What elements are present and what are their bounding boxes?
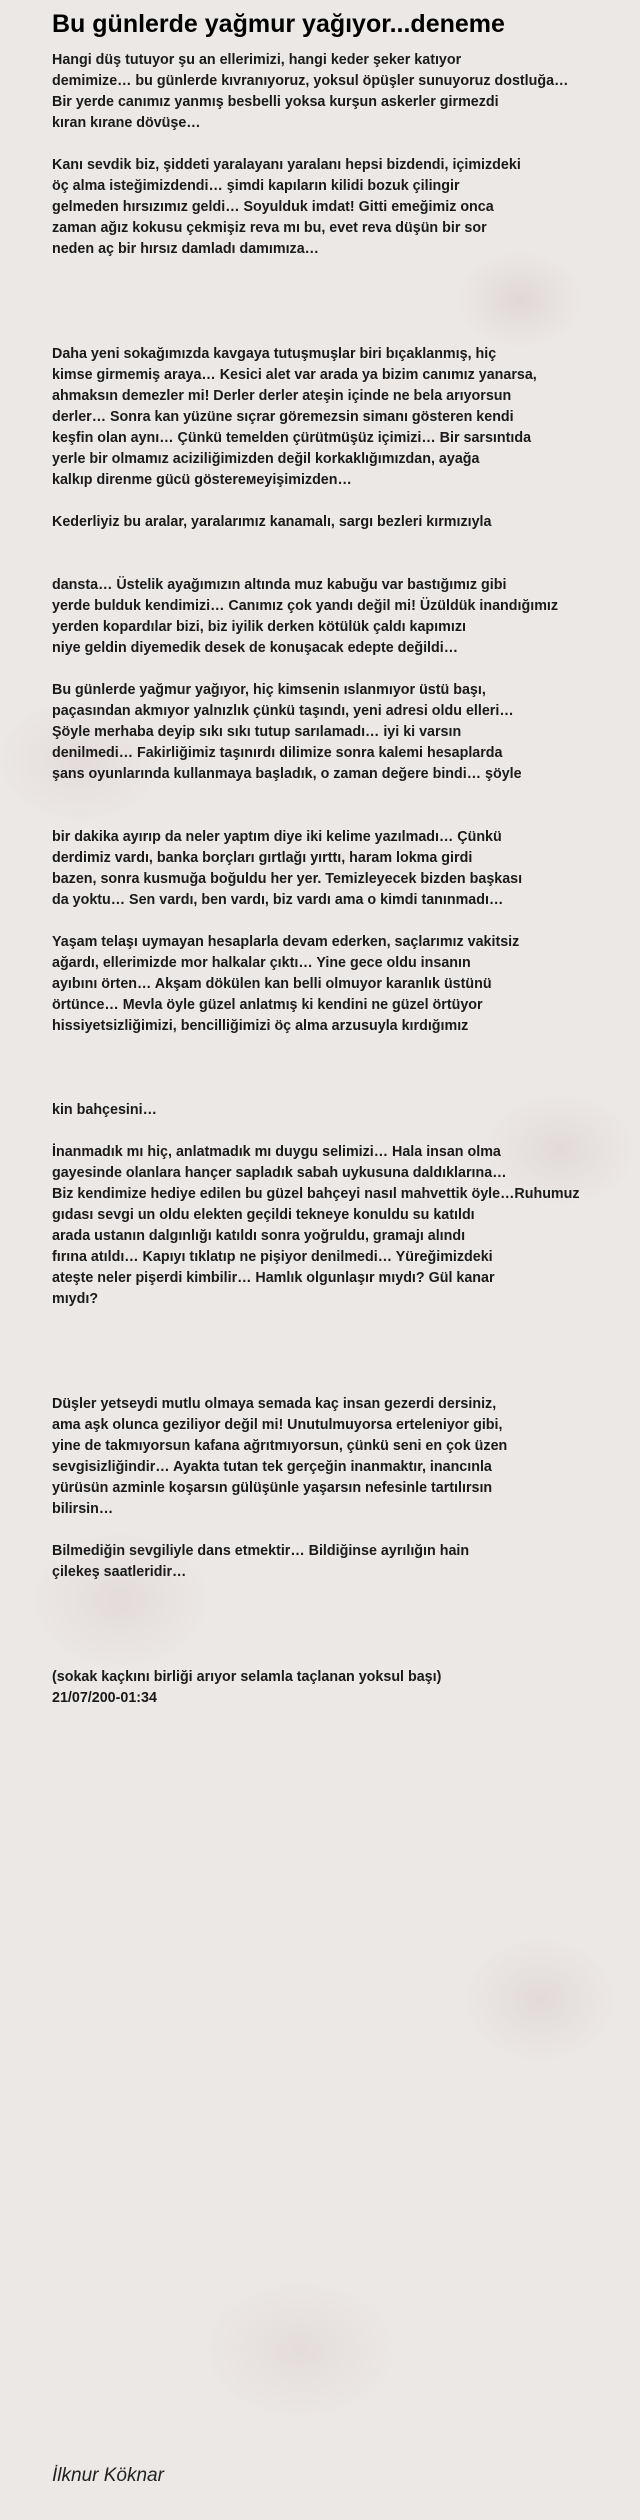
author-name[interactable]: İlknur Köknar [52,2465,164,2486]
blank-line [52,1079,640,1100]
poem-line: Düşler yetseydi mutlu olmaya semada kaç insan gezerdi dersiniz, [52,1396,497,1412]
poem-line: yerde bulduk kendimizi… Canımız çok yandı değil mi! Üzüldük inandığımız [52,598,559,614]
poem-line: Hangi düş tutuyor şu an ellerimizi, hangi keder şeker katıyor [52,52,462,68]
blank-line [52,1646,640,1667]
blank-line [52,323,640,344]
poem-line: kıran kırane dövüşe… [52,115,201,131]
poem-line: arada ustanın dalgınlığı katıldı sonra yoğruldu, gramajı alındı [52,1228,466,1244]
poem-line: şans oyunlarında kullanmaya başladık, o zaman değere bindi… şöyle [52,766,522,782]
poem-line: denilmedi… Fakirliğimiz taşınırdı dilimize sonra kalemi hesaplarda [52,745,503,761]
poem-line: yürüsün azminle koşarsın gülüşünle yaşarsın nefesinle tartılırsın [52,1480,493,1496]
poem-line: İnanmadık mı hiç, anlatmadık mı duygu selimizi… Hala insan olma [52,1144,501,1160]
poem-line: da yoktu… Sen vardı, ben vardı, biz vardı ama o kimdi tanınmadı… [52,892,504,908]
poem-line: Bir yerde canımız yanmış besbelli yoksa kurşun askerler girmezdi [52,94,499,110]
poem-line: keşfin olan aynı… Çünkü temelden çürütmüşüz içimizi… Bir sarsıntıda [52,430,532,446]
blank-line [52,1310,640,1331]
poem-line: sevgisizliğindir… Ayakta tutan tek gerçeğin inanmaktır, inancınla [52,1459,492,1475]
poem-line: kalkıp direnme gücü göstereмeyişimizden… [52,472,352,488]
blank-line [52,260,640,281]
poem-line: yine de takmıyorsun kafana ağrıtmıyorsun, çünkü seni en çok üzen [52,1438,508,1454]
poem-line: hissiyetsizliğimizi, bencilliğimizi öç alma arzusuyla kırdığımız [52,1018,469,1034]
poem-title: Bu günlerde yağmur yağıyor...deneme [52,10,505,38]
poem-line: zaman ağız kokusu çekmişiz reva mı bu, evet reva düşün bir sor [52,220,487,236]
blank-line [52,1037,640,1058]
blank-line [52,785,640,806]
poem-line: örtünce… Mevla öyle güzel anlatmış ki kendini ne güzel örtüyor [52,997,483,1013]
blank-line [52,1520,640,1541]
poem-line: gayesinde olanlara hançer sapladık sabah uykusuna daldıklarına… [52,1165,507,1181]
poem-line: mıydı? [52,1291,99,1307]
poem-line: gelmeden hırsızımız geldi… Soyulduk imdat! Gitti emeğimiz onca [52,199,494,215]
poem-line: ama aşk olunca geziliyor değil mi! Unutulmuyorsa erteleniyor gibi, [52,1417,503,1433]
poem-line: 21/07/200-01:34 [52,1690,157,1706]
poem-line: Daha yeni sokağımızda kavgaya tutuşmuşlar biri bıçaklanmış, hiç [52,346,497,362]
poem-line: yerle bir olmamız aciziliğimizden değil korkaklığımızdan, ayağa [52,451,480,467]
poem-line: Bilmediğin sevgiliyle dans etmektir… Bildiğinse ayrılığın hain [52,1543,470,1559]
poem-line: Şöyle merhaba deyip sıkı sıkı tutup sarılamadı… iyi ki varsın [52,724,462,740]
blank-line [52,1058,640,1079]
blank-line [52,911,640,932]
poem-line: çilekeş saatleridir… [52,1564,187,1580]
poem-line: niye geldin diyemedik desek de konuşacak edepte değildi… [52,640,459,656]
blank-line [52,806,640,827]
poem-line: bilirsin… [52,1501,114,1517]
poem-line: dansta… Üstelik ayağımızın altında muz kabuğu var bastığımız gibi [52,577,507,593]
blank-line [52,1373,640,1394]
poem-line: derler… Sonra kan yüzüne sıçrar göremezsin simanı gösteren kendi [52,409,514,425]
poem-line: bazen, sonra kusmuğa boğuldu her yer. Temizleyecek bizden başkası [52,871,523,887]
blank-line [52,1352,640,1373]
poem-line: Yaşam telaşı uymayan hesaplarla devam ederken, saçlarımız vakitsiz [52,934,520,950]
poem-line: kin bahçesini… [52,1102,157,1118]
poem-line: Bu günlerde yağmur yağıyor, hiç kimsenin ıslanmıyor üstü başı, [52,682,486,698]
blank-line [52,302,640,323]
poem-line: bir dakika ayırıp da neler yaptım diye iki kelime yazılmadı… Çünkü [52,829,502,845]
poem-line: yerden kopardılar bizi, biz iyilik derken kötülük çaldı kapımızı [52,619,466,635]
blank-line [52,134,640,155]
blank-line [52,1604,640,1625]
poem-line: paçasından akmıyor yalnızlık çünkü taşındı, yeni adresi oldu elleri… [52,703,514,719]
poem-line: ayıbını örten… Akşam dökülen kan belli olmuyor karanlık üstünü [52,976,492,992]
blank-line [52,659,640,680]
poem-line: ateşte neler pişerdi kimbilir… Hamlık olgunlaşır mıydı? Gül kanar [52,1270,495,1286]
poem-line: ağardı, ellerimizde mor halkalar çıktı… Yine gece oldu insanın [52,955,471,971]
poem-line: Kederliyiz bu aralar, yaralarımız kanamalı, sargı bezleri kırmızıyla [52,514,492,530]
poem-line: neden aç bir hırsız damladı damımıza… [52,241,319,257]
poem-line: demimize… bu günlerde kıvranıyoruz, yoksul öpüşler sunuyoruz dostluğa… [52,73,569,89]
blank-line [52,1121,640,1142]
poem-line: öç alma isteğimizdendi… şimdi kapıların kilidi bozuk çilingir [52,178,460,194]
blank-line [52,491,640,512]
poem-line: Biz kendimize hediye edilen bu güzel bahçeyi nasıl mahvettik öyle…Ruhumuz [52,1186,580,1202]
poem-line: ahmaksın demezler mi! Derler derler ateşin içinde ne bela arıyorsun [52,388,512,404]
blank-line [52,533,640,554]
poem-line: gıdası sevgi un oldu elekten geçildi tekneye konuldu su katıldı [52,1207,475,1223]
blank-line [52,281,640,302]
blank-line [52,1331,640,1352]
poem-line: fırına atıldı… Kapıyı tıklatıp ne pişiyor denilmedi… Yüreğimizdeki [52,1249,493,1265]
poem-line: Kanı sevdik biz, şiddeti yaralayanı yaralanı hepsi bizdendi, içimizdeki [52,157,521,173]
blank-line [52,1625,640,1646]
poem-line: derdimiz vardı, banka borçları gırtlağı yırttı, haram lokma girdi [52,850,473,866]
poem-line: (sokak kaçkını birliği arıyor selamla taçlanan yoksul başı) [52,1669,442,1685]
poem-body [52,50,640,1709]
blank-line [52,554,640,575]
poem-line: kimse girmemiş araya… Kesici alet var arada ya bizim canımız yanarsa, [52,367,537,383]
blank-line [52,1583,640,1604]
